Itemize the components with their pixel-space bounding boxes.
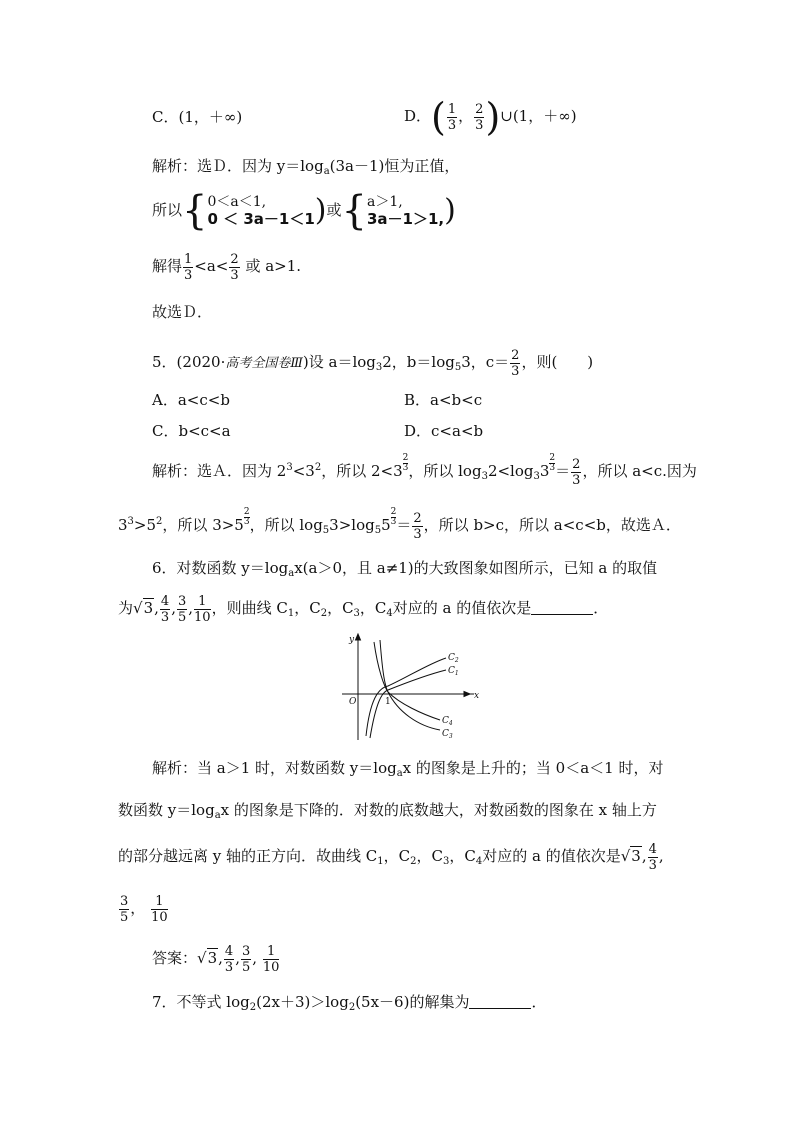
q7-stem: 7．不等式 $\log_2(2x+3)>\log_2(5x-6)$的解集为 ．: [152, 993, 547, 1013]
q5-solution-line-2: $3^3>5^2$，所以 3>5 $\frac{2}{3}$ ，所以 $\log_53>\log_55$ $\frac{2}{3}$ ＝ $\frac{2}{3}$ ，所以 b>c，所以 a<c<b，故选Ａ．: [118, 507, 681, 542]
origin-label: O: [349, 697, 357, 707]
q4-option-d: D．( $\frac{1}{3}$ ， $\frac{2}{3}$ )∪(1，＋∞): [404, 95, 577, 139]
q6-answer: 答案：√3, $\frac{4}{3}$ , $\frac{3}{5}$ , $\frac{1}{10}$: [152, 943, 280, 975]
curve-c4: [374, 642, 440, 720]
fraction-one-third: $\frac{1}{3}$: [447, 101, 457, 133]
q6-stem-line-2: 为√3, $\frac{4}{3}$ , $\frac{3}{5}$ , $\frac{1}{10}$ ，则曲线 $C_1$，$C_2$，$C_3$，$C_4$对应的 a 的值依次是 ．: [118, 593, 609, 625]
x-axis-label: x: [474, 691, 480, 701]
answer-blank: [469, 1008, 531, 1009]
curve-c1: [370, 670, 446, 738]
y-axis-label: y: [349, 635, 355, 645]
q4-option-c: C．(1，＋∞): [152, 108, 243, 126]
q6-stem-line-1: 6．对数函数 $y=\log_ax(a>0$，且 a≠1)的大致图象如图所示，已知 a 的取值: [152, 559, 658, 579]
fraction-two-thirds: $\frac{2}{3}$: [475, 101, 484, 133]
q4-solution-line-1: 解析：选Ｄ．因为 $y=\log_a(3a-1)$恒为正值，: [152, 157, 460, 177]
c1-label: $C_1$: [448, 666, 459, 677]
x-axis-arrow: [464, 692, 470, 697]
c2-label: $C_2$: [448, 653, 459, 664]
q6-solution-line-3: 的部分越远离 y 轴的正方向．故曲线 $C_1$，$C_2$，$C_3$，$C_4$对应的 a 的值依次是√3, $\frac{4}{3}$ ,: [118, 841, 664, 873]
c3-label: $C_3$: [442, 729, 453, 740]
q5-stem: 5．(2020·高考全国卷Ⅲ)设 $a=\log_32$，$b=\log_53$，c＝ $\frac{2}{3}$ ，则( ): [152, 347, 594, 379]
q4-solution-line-2: 所以{ 0＜a＜1, 0 ＜ 3a－1＜1 )或{ a＞1, 3a－1＞1, ): [152, 188, 456, 234]
log-function-graph: [336, 630, 486, 742]
q5-option-c: C．b<c<a: [152, 422, 231, 440]
inequality-system-2: a＞1, 3a－1＞1,: [366, 194, 445, 228]
inequality-system-1: 0＜a＜1, 0 ＜ 3a－1＜1: [207, 194, 315, 228]
q4-solution-line-3: 解得 $\frac{1}{3}$ <a< $\frac{2}{3}$ 或 a>1.: [152, 251, 302, 283]
q6-solution-line-4: $\frac{3}{5}$ ， $\frac{1}{10}$: [120, 893, 168, 925]
curve-c2: [366, 658, 446, 736]
c4-label: $C_4$: [442, 716, 453, 727]
y-axis-arrow: [356, 634, 361, 640]
q6-solution-line-1: 解析：当 a＞1 时，对数函数 $y=\log_ax$ 的图象是上升的；当 0＜a＜1 时，对: [152, 759, 664, 779]
q4-solution-line-4: 故选Ｄ．: [152, 303, 213, 321]
q5-option-b: B．a<b<c: [404, 391, 483, 409]
one-label: 1: [385, 697, 391, 707]
q5-solution-line-1: 解析：选Ａ．因为 $2^3<3^2$，所以 2<3 $\frac{2}{3}$ ，所以 $\log_32<\log_33$ $\frac{2}{3}$ ＝ $\frac{2}{3}$ ，所以 a<c.因为: [152, 453, 697, 488]
source-tag: 高考全国卷Ⅲ: [225, 356, 303, 371]
q5-option-d: D．c<a<b: [404, 422, 484, 440]
q6-solution-line-2: 数函数 $y=\log_ax$ 的图象是下降的．对数的底数越大，对数函数的图象在 x 轴上方: [118, 801, 657, 821]
q5-option-a: A．a<c<b: [152, 391, 230, 409]
answer-blank: [531, 614, 593, 615]
